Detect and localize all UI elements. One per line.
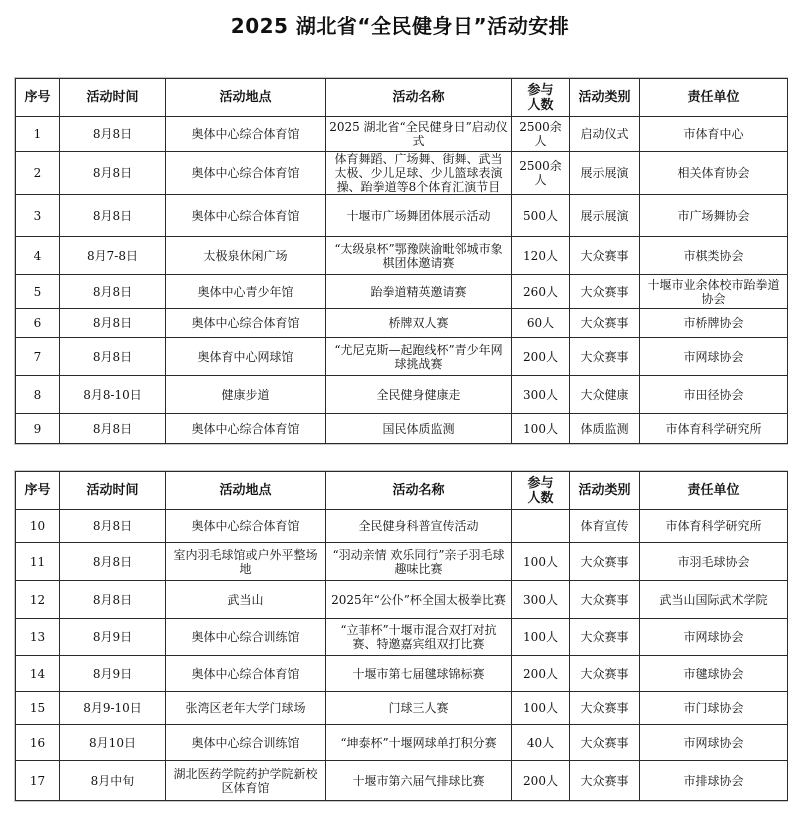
cell-participants: 200人: [512, 761, 570, 801]
table-row: [16, 725, 788, 761]
cell-responsible-unit: 市棋类协会: [640, 237, 788, 275]
cell-time: 8月8日: [60, 117, 166, 152]
cell-index: 16: [16, 725, 60, 761]
cell-time: 8月8日: [60, 414, 166, 444]
cell-activity-name: “羽动亲情 欢乐同行”亲子羽毛球趣味比赛: [326, 543, 512, 581]
cell-activity-name: “坤泰杯”十堰网球单打积分赛: [326, 725, 512, 761]
table-row: [16, 761, 788, 801]
cell-category: 展示展演: [570, 195, 640, 237]
table-row: [16, 338, 788, 376]
cell-location: 奥体中心综合体育馆: [166, 656, 326, 692]
cell-participants: 200人: [512, 338, 570, 376]
table-header-row: [16, 472, 788, 510]
table-row: [16, 152, 788, 195]
cell-location: 奥体中心青少年馆: [166, 275, 326, 309]
cell-responsible-unit: 市体育科学研究所: [640, 414, 788, 444]
schedule-table-1: [14, 77, 788, 445]
table-row: [16, 117, 788, 152]
cell-time: 8月8日: [60, 543, 166, 581]
cell-time: 8月8日: [60, 195, 166, 237]
cell-responsible-unit: 相关体育协会: [640, 152, 788, 195]
cell-category: 大众赛事: [570, 692, 640, 725]
cell-index: 3: [16, 195, 60, 237]
cell-activity-name: 全民健身健康走: [326, 376, 512, 414]
cell-index: 10: [16, 510, 60, 543]
header-time: 活动时间: [60, 472, 166, 510]
cell-category: 大众赛事: [570, 725, 640, 761]
cell-time: 8月中旬: [60, 761, 166, 801]
table-row: [16, 195, 788, 237]
cell-responsible-unit: 市门球协会: [640, 692, 788, 725]
cell-index: 13: [16, 619, 60, 656]
cell-activity-name: 十堰市广场舞团体展示活动: [326, 195, 512, 237]
header-time: 活动时间: [60, 79, 166, 117]
header-participants: 参与 人数: [512, 472, 570, 510]
cell-responsible-unit: 市网球协会: [640, 725, 788, 761]
cell-location: 健康步道: [166, 376, 326, 414]
cell-participants: 60人: [512, 309, 570, 338]
cell-activity-name: 国民体质监测: [326, 414, 512, 444]
cell-responsible-unit: 市体育中心: [640, 117, 788, 152]
cell-category: 体质监测: [570, 414, 640, 444]
cell-responsible-unit: 市体育科学研究所: [640, 510, 788, 543]
table-row: [16, 414, 788, 444]
cell-index: 9: [16, 414, 60, 444]
cell-location: 奥体中心综合体育馆: [166, 309, 326, 338]
header-location: 活动地点: [166, 79, 326, 117]
cell-activity-name: 门球三人赛: [326, 692, 512, 725]
cell-location: 奥体中心综合训练馆: [166, 619, 326, 656]
cell-time: 8月7-8日: [60, 237, 166, 275]
cell-time: 8月8日: [60, 338, 166, 376]
table-row: [16, 376, 788, 414]
header-responsible-unit: 责任单位: [640, 79, 788, 117]
cell-time: 8月8日: [60, 152, 166, 195]
cell-category: 大众健康: [570, 376, 640, 414]
cell-location: 奥体中心综合体育馆: [166, 510, 326, 543]
cell-location: 奥体中心综合训练馆: [166, 725, 326, 761]
cell-category: 大众赛事: [570, 619, 640, 656]
cell-index: 1: [16, 117, 60, 152]
cell-responsible-unit: 市毽球协会: [640, 656, 788, 692]
cell-participants: 100人: [512, 543, 570, 581]
page-title: 2025 湖北省“全民健身日”活动安排: [230, 14, 570, 38]
header-category: 活动类别: [570, 472, 640, 510]
cell-location: 奥体育中心网球馆: [166, 338, 326, 376]
cell-index: 8: [16, 376, 60, 414]
cell-category: 大众赛事: [570, 581, 640, 619]
cell-index: 2: [16, 152, 60, 195]
header-participants: 参与 人数: [512, 79, 570, 117]
cell-activity-name: 全民健身科普宣传活动: [326, 510, 512, 543]
cell-time: 8月8日: [60, 309, 166, 338]
cell-index: 17: [16, 761, 60, 801]
cell-category: 展示展演: [570, 152, 640, 195]
cell-activity-name: 桥牌双人赛: [326, 309, 512, 338]
cell-responsible-unit: 市网球协会: [640, 619, 788, 656]
cell-participants: 100人: [512, 414, 570, 444]
cell-location: 武当山: [166, 581, 326, 619]
cell-participants: 200人: [512, 656, 570, 692]
cell-location: 湖北医药学院药护学院新校区体育馆: [166, 761, 326, 801]
cell-category: 大众赛事: [570, 309, 640, 338]
table-row: [16, 510, 788, 543]
cell-activity-name: “立菲杯”十堰市混合双打对抗赛、特邀嘉宾组双打比赛: [326, 619, 512, 656]
cell-time: 8月8日: [60, 510, 166, 543]
schedule-table-2: [14, 470, 788, 802]
cell-participants: 120人: [512, 237, 570, 275]
cell-responsible-unit: 市广场舞协会: [640, 195, 788, 237]
cell-category: 体育宣传: [570, 510, 640, 543]
cell-index: 7: [16, 338, 60, 376]
table-row: [16, 619, 788, 656]
cell-responsible-unit: 市田径协会: [640, 376, 788, 414]
cell-index: 15: [16, 692, 60, 725]
cell-location: 奥体中心综合体育馆: [166, 152, 326, 195]
cell-participants: 300人: [512, 376, 570, 414]
table-row: [16, 543, 788, 581]
cell-location: 奥体中心综合体育馆: [166, 195, 326, 237]
table-header-row: [16, 79, 788, 117]
cell-time: 8月9日: [60, 656, 166, 692]
cell-index: 14: [16, 656, 60, 692]
header-index: 序号: [16, 472, 60, 510]
cell-time: 8月9日: [60, 619, 166, 656]
cell-time: 8月8-10日: [60, 376, 166, 414]
cell-participants: 260人: [512, 275, 570, 309]
cell-location: 室内羽毛球馆或户外平整场地: [166, 543, 326, 581]
cell-category: 大众赛事: [570, 761, 640, 801]
cell-category: 大众赛事: [570, 338, 640, 376]
cell-participants: 100人: [512, 619, 570, 656]
header-index: 序号: [16, 79, 60, 117]
table-row: [16, 581, 788, 619]
cell-index: 6: [16, 309, 60, 338]
cell-category: 大众赛事: [570, 237, 640, 275]
cell-location: 奥体中心综合体育馆: [166, 414, 326, 444]
header-category: 活动类别: [570, 79, 640, 117]
cell-category: 大众赛事: [570, 543, 640, 581]
cell-index: 11: [16, 543, 60, 581]
header-responsible-unit: 责任单位: [640, 472, 788, 510]
cell-responsible-unit: 市桥牌协会: [640, 309, 788, 338]
cell-activity-name: 2025 湖北省“全民健身日”启动仪式: [326, 117, 512, 152]
cell-participants: 2500余人: [512, 152, 570, 195]
cell-participants: 500人: [512, 195, 570, 237]
table-row: [16, 692, 788, 725]
table-body-2: [16, 510, 788, 801]
cell-category: 大众赛事: [570, 275, 640, 309]
cell-location: 张湾区老年大学门球场: [166, 692, 326, 725]
cell-activity-name: 跆拳道精英邀请赛: [326, 275, 512, 309]
cell-activity-name: “太级泉杯”鄂豫陕渝毗邻城市象棋团体邀请赛: [326, 237, 512, 275]
cell-index: 4: [16, 237, 60, 275]
cell-time: 8月10日: [60, 725, 166, 761]
cell-participants: 40人: [512, 725, 570, 761]
cell-participants: 300人: [512, 581, 570, 619]
table-row: [16, 275, 788, 309]
cell-responsible-unit: 武当山国际武术学院: [640, 581, 788, 619]
cell-activity-name: 十堰市第六届气排球比赛: [326, 761, 512, 801]
cell-participants: 100人: [512, 692, 570, 725]
cell-participants: 2500余人: [512, 117, 570, 152]
header-activity-name: 活动名称: [326, 79, 512, 117]
cell-category: 大众赛事: [570, 656, 640, 692]
table-row: [16, 309, 788, 338]
cell-responsible-unit: 市羽毛球协会: [640, 543, 788, 581]
cell-index: 5: [16, 275, 60, 309]
table-row: [16, 237, 788, 275]
cell-time: 8月8日: [60, 581, 166, 619]
cell-location: 太极泉休闲广场: [166, 237, 326, 275]
cell-location: 奥体中心综合体育馆: [166, 117, 326, 152]
cell-category: 启动仪式: [570, 117, 640, 152]
header-activity-name: 活动名称: [326, 472, 512, 510]
table-body-1: [16, 117, 788, 444]
cell-participants: [512, 510, 570, 543]
cell-responsible-unit: 市网球协会: [640, 338, 788, 376]
cell-time: 8月9-10日: [60, 692, 166, 725]
table-row: [16, 656, 788, 692]
cell-activity-name: 十堰市第七届毽球锦标赛: [326, 656, 512, 692]
cell-activity-name: “尤尼克斯—起跑线杯”青少年网球挑战赛: [326, 338, 512, 376]
cell-index: 12: [16, 581, 60, 619]
cell-responsible-unit: 十堰市业余体校市跆拳道协会: [640, 275, 788, 309]
header-location: 活动地点: [166, 472, 326, 510]
cell-activity-name: 2025年“公仆”杯全国太极拳比赛: [326, 581, 512, 619]
cell-time: 8月8日: [60, 275, 166, 309]
cell-responsible-unit: 市排球协会: [640, 761, 788, 801]
cell-activity-name: 体育舞蹈、广场舞、街舞、武当太极、少儿足球、少儿篮球表演操、跆拳道等8个体育汇演节目: [326, 152, 512, 195]
